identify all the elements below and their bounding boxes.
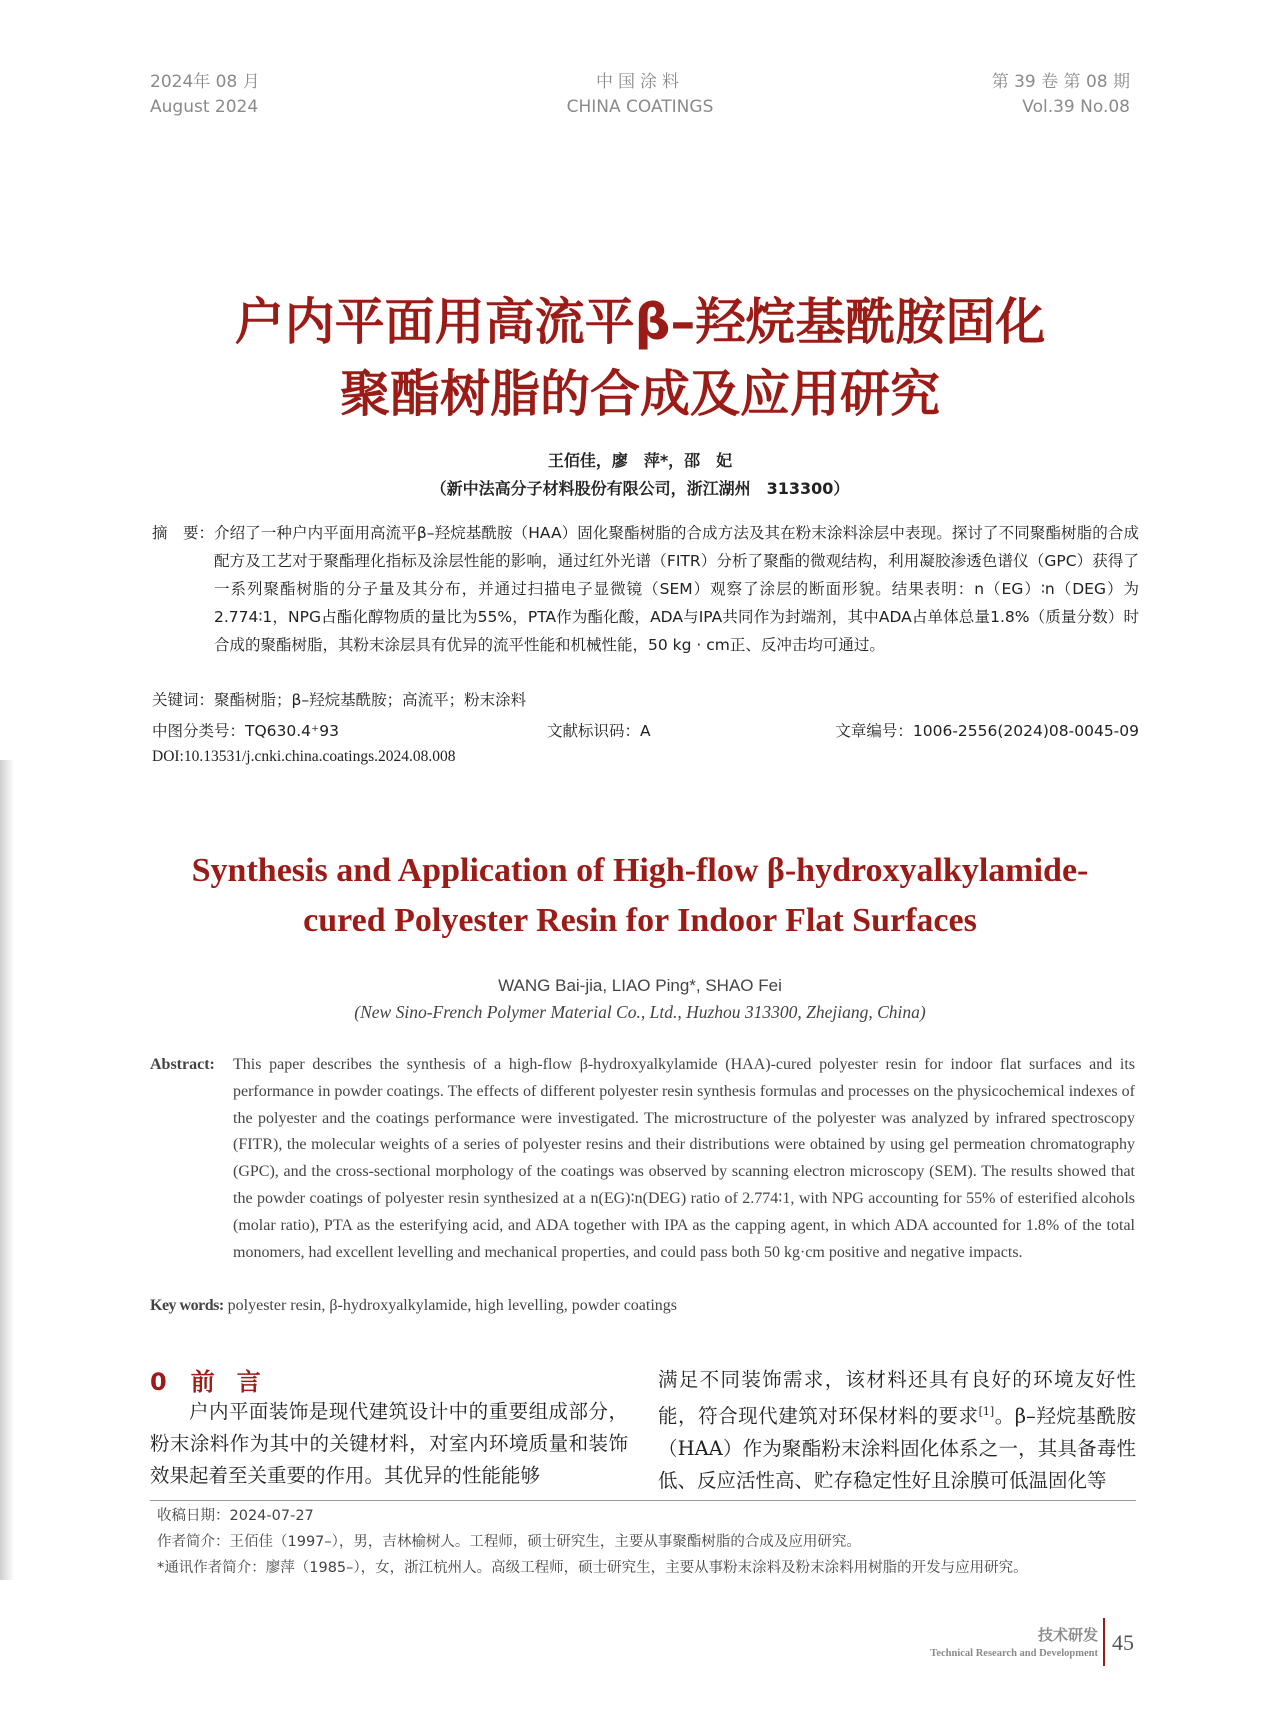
footnote-received: 收稿日期：2024-07-27 [157, 1508, 314, 1524]
doi: DOI:10.13531/j.cnki.china.coatings.2024.08.008 [152, 748, 456, 765]
title-en-line1: Synthesis and Application of High-flow β-hydroxyalkylamide- [191, 852, 1089, 889]
page-number: 45 [1112, 1630, 1134, 1655]
article-number: 文章编号：1006-2556(2024)08-0045-09 [835, 722, 1139, 740]
abstract-en [150, 1052, 1135, 1266]
title-cn-line1: 户内平面用高流平β–羟烷基酰胺固化 [234, 293, 1046, 351]
authors-en: WANG Bai-jia, LIAO Ping*, SHAO Fei [498, 976, 782, 995]
keywords-en-text: polyester resin, β-hydroxyalkylamide, high levelling, powder coatings [227, 1297, 678, 1314]
body-right-text-b: 。β–羟烷基酰胺（HAA）作为聚酯粉末涂料固化体系之一，其具备毒性低、反应活性高、贮存稳定性好且涂膜可低温固化等 [658, 1404, 1136, 1492]
authors-cn: 王佰佳，廖 萍*，邵 妃 [547, 451, 733, 470]
title-en [0, 846, 1280, 946]
header-date-en: August 2024 [150, 97, 259, 117]
footnote-author-bio: 作者简介：王佰佳（1997–），男，吉林榆树人。工程师，硕士研究生，主要从事聚酯树脂的合成及应用研究。 [157, 1534, 861, 1550]
citation-ref[interactable]: [1] [978, 1405, 995, 1418]
affiliation-en: (New Sino-French Polymer Material Co., Ltd., Huzhou 313300, Zhejiang, China) [354, 1002, 926, 1022]
title-en-line2: cured Polyester Resin for Indoor Flat Surfaces [303, 902, 977, 939]
title-cn [0, 286, 1280, 430]
keywords-cn: 关键词：聚酯树脂；β–羟烷基酰胺；高流平；粉末涂料 [152, 691, 527, 709]
header-issue [992, 70, 1130, 120]
header-issue-en: Vol.39 No.08 [1022, 97, 1130, 117]
affiliation-cn: （新中法高分子材料股份有限公司，浙江湖州 313300） [430, 479, 850, 498]
body-right-text-a: 满足不同装饰需求，该材料还具有良好的环境友好性能，符合现代建筑对环保材料的要求 [658, 1368, 1136, 1428]
header-journal-cn: 中国涂料 [596, 72, 684, 92]
section-title: 前言 [190, 1368, 283, 1396]
keywords-en [150, 1297, 1135, 1315]
footnote-corresponding-bio: *通讯作者简介：廖萍（1985–），女，浙江杭州人。高级工程师，硕士研究生，主要从事粉末涂料及粉末涂料用树脂的开发与应用研究。 [157, 1560, 1028, 1576]
header-journal-en: CHINA COATINGS [566, 97, 714, 117]
document-code: 文献标识码：A [547, 722, 651, 740]
abstract-en-text: This paper describes the synthesis of a high-flow β-hydroxyalkylamide (HAA)-cured polyester resin for indoor flat surfaces and its performance in powder coatings. The effects of different polyester resin synthesis formulas and processes on the physicochemical indexes of the polyester and the coatings performance were investigated. The microstructure of the polyester was analyzed by infrared spectroscopy (FITR), the molecular weights of a series of polyester resins and their distributions were obtained by using gel permeation chromatography (GPC), and the cross-sectional morphology of the coatings was observed by scanning electron microscopy (SEM). The results showed that the powder coatings of polyester resin synthesized at a n(EG)∶n(DEG) ratio of 2.774∶1, with NPG accounting for 55% of esterified alcohols (molar ratio), PTA as the esterifying acid, and ADA together with IPA as the capping agent, in which ADA accounted for 1.8% of the total monomers, had excellent levelling and mechanical properties, and could pass both 50 kg·cm positive and negative impacts. [233, 1056, 1135, 1261]
header-issue-cn: 第 39 卷 第 08 期 [991, 72, 1130, 92]
footer-section-en: Technical Research and Development [930, 1648, 1098, 1659]
body-column-left: 户内平面装饰是现代建筑设计中的重要组成部分，粉末涂料作为其中的关键材料，对室内环境质量和装饰效果起着至关重要的作用。其优异的性能能够 [150, 1400, 628, 1487]
body-column-right [658, 1364, 1136, 1497]
keywords-en-label: Key words: [150, 1297, 224, 1314]
section-number: 0 [150, 1368, 167, 1396]
abstract-cn [152, 519, 1139, 659]
classification-number: 中图分类号：TQ630.4⁺93 [152, 722, 339, 740]
footer-divider [1103, 1618, 1105, 1666]
abstract-cn-text: 介绍了一种户内平面用高流平β–羟烷基酰胺（HAA）固化聚酯树脂的合成方法及其在粉末涂料涂层中表现。探讨了不同聚酯树脂的合成配方及工艺对于聚酯理化指标及涂层性能的影响，通过红外光谱（FITR）分析了聚酯的微观结构，利用凝胶渗透色谱仪（GPC）获得了一系列聚酯树脂的分子量及其分布，并通过扫描电子显微镜（SEM）观察了涂层的断面形貌。结果表明：n（EG）∶n（DEG）为2.774∶1，NPG占酯化醇物质的量比为55%，PTA作为酯化酸，ADA与IPA共同作为封端剂，其中ADA占单体总量1.8%（质量分数）时合成的聚酯树脂，其粉末涂层具有优异的流平性能和机械性能，50 kg · cm正、反冲击均可通过。 [214, 524, 1139, 654]
footer-section-cn: 技术研发 [1037, 1626, 1098, 1644]
abstract-en-label: Abstract: [150, 1056, 215, 1073]
title-cn-line2: 聚酯树脂的合成及应用研究 [340, 365, 940, 423]
abstract-cn-label: 摘 要： [152, 524, 215, 542]
section-heading [150, 1362, 283, 1397]
header-date-cn: 2024年 08 月 [150, 72, 260, 92]
footnote-divider [150, 1500, 1136, 1501]
